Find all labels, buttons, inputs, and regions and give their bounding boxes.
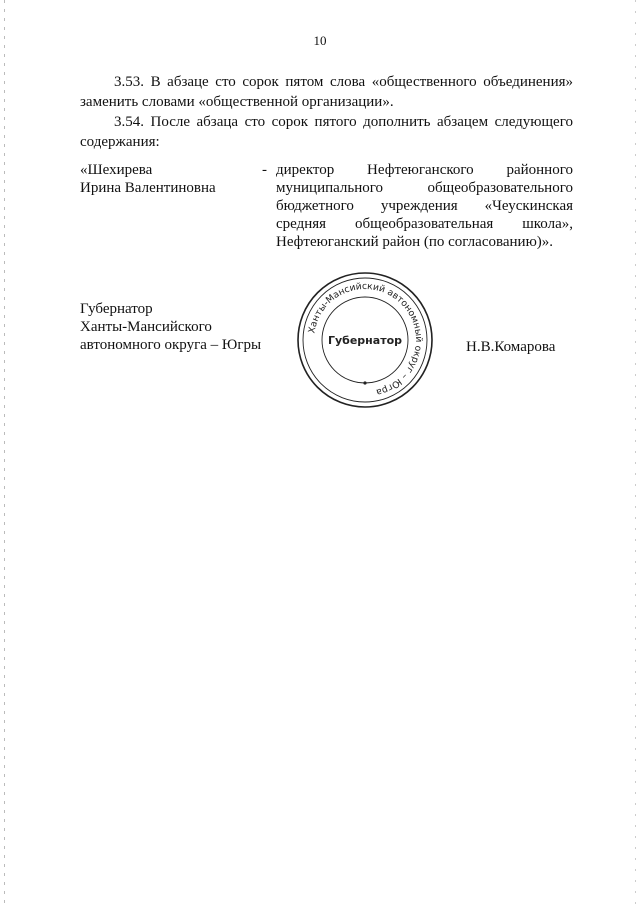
seal-center-text: Губернатор — [327, 334, 403, 347]
seal-ring-text: Ханты-Мансийский автономный округ – Югра — [306, 280, 425, 398]
scan-edge-right — [635, 0, 636, 905]
member-role: директор Нефтеюганского районного муниципального общеобразовательного бюджетного учреждения «Чеускинская средняя общеобразовательная школа», Нефтеюганский район (по согласованию)». — [276, 162, 573, 250]
signer-name: Н.В.Комарова — [466, 339, 556, 355]
seal-dot — [363, 381, 366, 384]
member-given-name: Ирина Валентиновна — [80, 180, 216, 196]
member-surname: «Шехирева — [80, 162, 153, 178]
signature-title-line-3: автономного округа – Югры — [80, 337, 262, 353]
page-number: 10 — [313, 33, 327, 48]
member-name — [80, 161, 260, 197]
signature-title-line-2: Ханты-Мансийского — [80, 319, 212, 335]
scan-edge-left — [4, 0, 5, 905]
signature-title-line-1: Губернатор — [80, 301, 153, 317]
paragraph-3-53: 3.53. В абзаце сто сорок пятом слова «общественного объединения» заменить словами «общественной организации». — [80, 74, 573, 110]
member-dash: - — [262, 162, 267, 178]
official-seal — [294, 269, 436, 411]
signature-title — [80, 300, 261, 354]
paragraph-3-54: 3.54. После абзаца сто сорок пятого дополнить абзацем следующего содержания: — [80, 114, 573, 150]
